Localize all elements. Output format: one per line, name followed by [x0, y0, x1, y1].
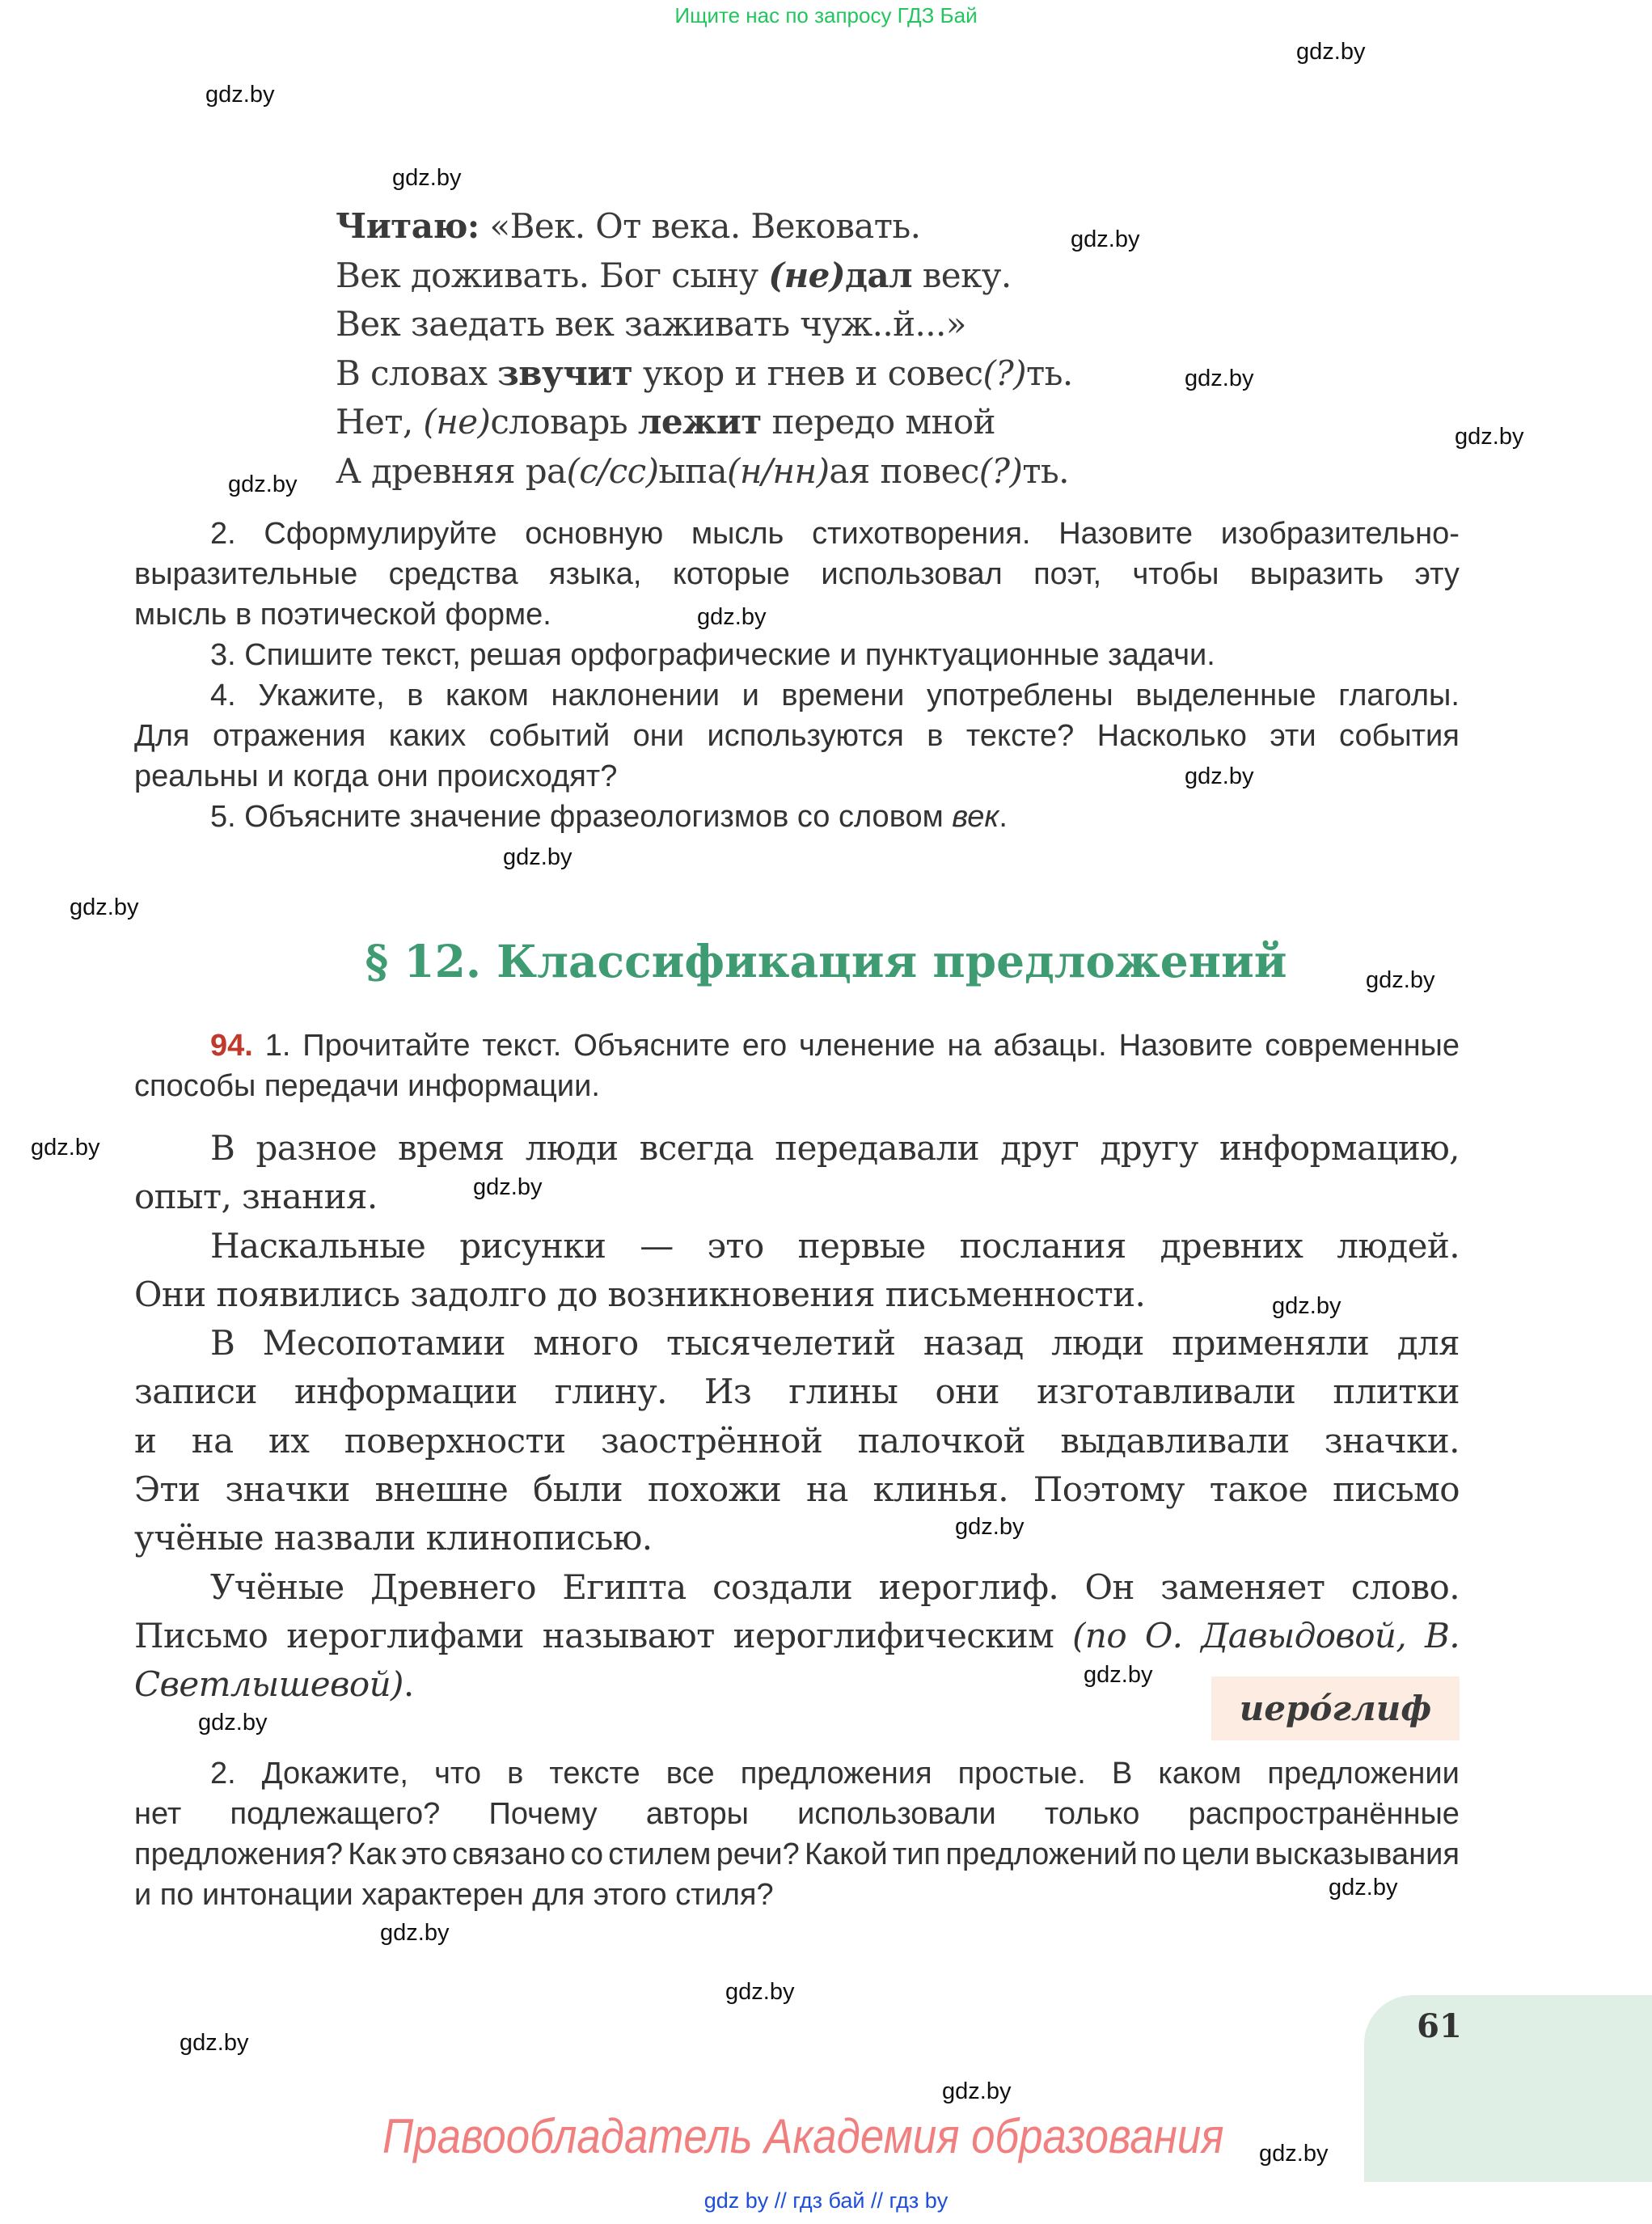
word: такое	[1209, 1469, 1308, 1510]
word: предложении	[1267, 1757, 1460, 1791]
word: Насколько	[1096, 719, 1247, 753]
watermark: gdz.by	[228, 471, 298, 497]
text-line: опыт, знания.	[134, 1177, 378, 1217]
rights-holder: Правообладатель Академия образования	[382, 2109, 1224, 2163]
section-heading: § 12. Классификация предложений	[365, 935, 1287, 987]
word: мысль	[691, 517, 784, 551]
poem-text: В словах	[336, 353, 498, 393]
poem-line-2	[336, 252, 1073, 301]
text-line	[134, 1794, 1460, 1834]
word: разное	[256, 1128, 377, 1168]
watermark: gdz.by	[180, 2030, 249, 2056]
word: Для	[134, 719, 190, 753]
word: только	[1044, 1797, 1140, 1831]
task-item	[134, 1025, 1460, 1106]
word: простые.	[957, 1757, 1086, 1791]
task-text: 5. Объясните значение фразеологизмов со словом	[210, 800, 953, 834]
watermark: gdz.by	[1366, 967, 1435, 993]
exercise-text	[134, 1124, 1460, 1710]
watermark: gdz.by	[31, 1135, 100, 1161]
word: письмо	[1333, 1469, 1460, 1510]
word: поверхности	[344, 1420, 566, 1461]
word: тип	[892, 1837, 941, 1871]
poem-italic: (не)	[423, 402, 491, 442]
task-item: 3. Спишите текст, решая орфографические и пунктуационные задачи.	[210, 638, 1215, 672]
word: Назовите	[1058, 517, 1194, 551]
word: людей.	[1337, 1225, 1460, 1266]
word: каком	[1158, 1757, 1242, 1791]
word: древних	[1160, 1225, 1303, 1266]
task-item	[134, 797, 1460, 837]
word: связано	[452, 1837, 566, 1871]
word: они	[935, 1372, 999, 1412]
word: что	[434, 1757, 481, 1791]
poem-italic: (?)	[978, 450, 1023, 491]
bottom-links[interactable]: gdz by // гдз бай // гдз by	[703, 2188, 949, 2213]
word: информацию,	[1219, 1128, 1460, 1168]
word: глаголы.	[1338, 679, 1460, 712]
word: на	[191, 1420, 234, 1461]
text-line	[134, 1319, 1460, 1368]
word: похожи	[647, 1469, 782, 1510]
poem-text: словарь	[490, 402, 638, 442]
word: изобразительно-	[1220, 517, 1460, 551]
word: поэт,	[1033, 557, 1102, 591]
word: другу	[1100, 1128, 1198, 1168]
word: люди	[1051, 1323, 1144, 1364]
task-text: .	[999, 800, 1008, 834]
watermark: gdz.by	[1185, 763, 1254, 789]
word: событий	[488, 719, 611, 753]
word: которые	[672, 557, 790, 591]
text: Учёные Древнего Египта создали иероглиф. Он заменяет слово. Письмо иероглифами называют иероглифическим	[134, 1567, 1460, 1655]
poem-line-5	[336, 398, 1073, 447]
poem-italic: (с/сс)	[566, 450, 659, 491]
word: выразительные	[134, 557, 358, 591]
poem-bold-italic: (не)	[768, 255, 845, 295]
word: в	[407, 679, 424, 712]
word: это	[707, 1225, 764, 1266]
word: внешне	[374, 1469, 509, 1510]
task-italic: век	[952, 800, 999, 834]
poem-text: Нет,	[336, 402, 424, 442]
task-item	[134, 514, 1460, 635]
vocabulary-word: иеро́глиф	[1211, 1676, 1460, 1740]
word: В	[210, 1323, 235, 1364]
poem-text: А древняя ра	[336, 450, 567, 491]
word: В	[1111, 1757, 1133, 1791]
word: выразить	[1249, 557, 1384, 591]
word: палочкой	[857, 1420, 1026, 1461]
text-line	[134, 1834, 1460, 1875]
watermark: gdz.by	[955, 1514, 1025, 1540]
word: Как	[348, 1837, 397, 1871]
text-line	[134, 1753, 1460, 1794]
word: 4.	[210, 679, 236, 712]
word: со	[570, 1837, 604, 1871]
word: это	[401, 1837, 448, 1871]
task-item	[134, 675, 1460, 797]
poem-text: веку.	[912, 255, 1012, 295]
poem-text: ая повес	[829, 450, 979, 491]
word: выдавливали	[1060, 1420, 1290, 1461]
poem-bold: лежит	[637, 402, 762, 442]
poem-bold: дал	[844, 255, 913, 295]
word: стилем	[608, 1837, 712, 1871]
search-hint: Ищите нас по запросу ГДЗ Бай	[674, 3, 978, 27]
word: В	[210, 1128, 235, 1168]
watermark: gdz.by	[380, 1920, 450, 1946]
word: много	[533, 1323, 639, 1364]
text-line	[134, 675, 1460, 716]
watermark: gdz.by	[1071, 226, 1140, 252]
poem	[336, 202, 1073, 496]
text-line: и по интонации характерен для этого стиля?	[134, 1878, 774, 1912]
exercise-93-tasks	[134, 514, 1460, 837]
text-line	[134, 554, 1460, 594]
word: и	[134, 1420, 157, 1461]
word: все	[665, 1757, 715, 1791]
poem-text: ть.	[1022, 450, 1069, 491]
word: Наскальные	[210, 1225, 426, 1266]
word: отражения	[212, 719, 366, 753]
word: нет	[134, 1797, 182, 1831]
word: чтобы	[1132, 557, 1219, 591]
poem-line-1	[336, 202, 1073, 252]
word: первые	[797, 1225, 926, 1266]
text-line: Они появились задолго до возникновения письменности.	[134, 1274, 1146, 1314]
text-line: мысль в поэтической форме.	[134, 598, 551, 632]
poem-text: ть.	[1025, 353, 1073, 393]
word: предложений	[945, 1837, 1138, 1871]
text-paragraph	[134, 1222, 1460, 1320]
word: Какой	[805, 1837, 888, 1871]
watermark: gdz.by	[473, 1174, 543, 1200]
word: 2.	[210, 517, 236, 551]
word: использовали	[797, 1797, 996, 1831]
poem-line-6	[336, 447, 1073, 497]
word: были	[533, 1469, 623, 1510]
word: Докажите,	[261, 1757, 408, 1791]
word: Поэтому	[1033, 1469, 1185, 1510]
watermark: gdz.by	[1272, 1293, 1341, 1319]
word: Месопотамии	[262, 1323, 505, 1364]
text-line: реальны и когда они происходят?	[134, 759, 618, 793]
word: подлежащего?	[230, 1797, 441, 1831]
word: эту	[1414, 557, 1460, 591]
word: предложения?	[134, 1837, 343, 1871]
word: распространённые	[1188, 1797, 1460, 1831]
word: глины	[788, 1372, 898, 1412]
word: авторы	[645, 1797, 749, 1831]
watermark: gdz.by	[1455, 424, 1524, 450]
word: предложения	[740, 1757, 932, 1791]
text-source: (по О. Давыдовой, В. Светлышевой)	[134, 1615, 1460, 1705]
poem-text: Век доживать. Бог сыну	[336, 255, 769, 295]
word: заострённой	[600, 1420, 823, 1461]
poem-bold: Читаю:	[336, 206, 480, 246]
word: наклонении	[551, 679, 720, 712]
word: эти	[1270, 719, 1316, 753]
word: послания	[959, 1225, 1126, 1266]
word: и	[741, 679, 759, 712]
word: в	[507, 1757, 524, 1791]
poem-bold: звучит	[497, 353, 633, 393]
watermark: gdz.by	[70, 894, 139, 920]
poem-text: ыпа	[658, 450, 728, 491]
text-line	[134, 1222, 1460, 1271]
text-line	[134, 514, 1460, 554]
text-paragraph	[134, 1319, 1460, 1562]
watermark: gdz.by	[1329, 1875, 1398, 1901]
text: .	[403, 1664, 414, 1705]
text-line	[134, 716, 1460, 756]
watermark: gdz.by	[1185, 366, 1254, 391]
word: время	[398, 1128, 505, 1168]
text-line	[134, 1368, 1460, 1416]
word: 2.	[210, 1757, 236, 1791]
poem-text: передо мной	[761, 402, 995, 442]
word: всегда	[639, 1128, 754, 1168]
word: плитки	[1333, 1372, 1460, 1412]
watermark: gdz.by	[942, 2078, 1012, 2104]
word: значки.	[1324, 1420, 1460, 1461]
poem-italic: (?)	[982, 353, 1026, 393]
word: в	[927, 719, 944, 753]
word: передавали	[775, 1128, 980, 1168]
word: на	[805, 1469, 848, 1510]
poem-text: «Век. От века. Вековать.	[479, 206, 921, 246]
text-line	[134, 1124, 1460, 1173]
word: речи?	[716, 1837, 800, 1871]
poem-line-4	[336, 349, 1073, 399]
word: использовал	[821, 557, 1003, 591]
word: глину.	[554, 1372, 667, 1412]
word: они	[632, 719, 685, 753]
word: Эти	[134, 1469, 201, 1510]
word: каких	[388, 719, 467, 753]
word: языка,	[549, 557, 642, 591]
watermark: gdz.by	[697, 604, 767, 630]
word: основную	[525, 517, 664, 551]
word: друг	[1000, 1128, 1080, 1168]
word: Сформулируйте	[264, 517, 497, 551]
word: высказывания	[1254, 1837, 1460, 1871]
word: Укажите,	[258, 679, 385, 712]
word: назад	[923, 1323, 1024, 1364]
watermark: gdz.by	[1296, 39, 1366, 65]
word: люди	[525, 1128, 619, 1168]
word: применяли	[1172, 1323, 1370, 1364]
word: употреблены	[926, 679, 1113, 712]
word: изготавливали	[1036, 1372, 1296, 1412]
word: для	[1396, 1323, 1460, 1364]
word: тексте	[549, 1757, 640, 1791]
word: клинья.	[872, 1469, 1008, 1510]
word: по	[1143, 1837, 1177, 1871]
watermark: gdz.by	[392, 165, 462, 191]
word: Почему	[488, 1797, 598, 1831]
word: стихотворения.	[812, 517, 1031, 551]
poem-italic: (н/нн)	[727, 450, 830, 491]
text-line: учёные назвали клинописью.	[134, 1518, 653, 1558]
word: тысячелетий	[665, 1323, 896, 1364]
watermark: gdz.by	[1259, 2141, 1329, 2167]
task-text: 1. Прочитайте текст. Объясните его членение на абзацы. Назовите современные способы передачи информации.	[134, 1029, 1460, 1103]
word: события	[1339, 719, 1460, 753]
watermark: gdz.by	[725, 1979, 795, 2005]
watermark: gdz.by	[198, 1710, 268, 1736]
poem-text: укор и гнев и совес	[632, 353, 983, 393]
page-number: 61	[1417, 2007, 1462, 2045]
watermark: gdz.by	[205, 82, 275, 108]
watermark: gdz.by	[1084, 1662, 1153, 1688]
text-line	[134, 1417, 1460, 1465]
word: —	[640, 1225, 674, 1266]
word: каком	[446, 679, 529, 712]
exercise-94-task-2	[134, 1753, 1460, 1915]
word: выделенные	[1135, 679, 1316, 712]
text-paragraph	[134, 1124, 1460, 1222]
word: цели	[1181, 1837, 1250, 1871]
poem-line-3: Век заедать век заживать чуж..й...»	[336, 304, 966, 344]
watermark: gdz.by	[503, 844, 572, 870]
word: используются	[707, 719, 904, 753]
text-line	[134, 1465, 1460, 1514]
exercise-number: 94.	[210, 1029, 253, 1063]
exercise-94-task-1	[134, 1025, 1460, 1106]
word: Из	[703, 1372, 752, 1412]
word: времени	[781, 679, 905, 712]
word: их	[268, 1420, 310, 1461]
word: значки	[225, 1469, 350, 1510]
word: тексте?	[965, 719, 1075, 753]
word: информации	[294, 1372, 518, 1412]
task-item	[134, 1753, 1460, 1915]
word: рисунки	[459, 1225, 606, 1266]
word: средства	[388, 557, 518, 591]
word: записи	[134, 1372, 257, 1412]
